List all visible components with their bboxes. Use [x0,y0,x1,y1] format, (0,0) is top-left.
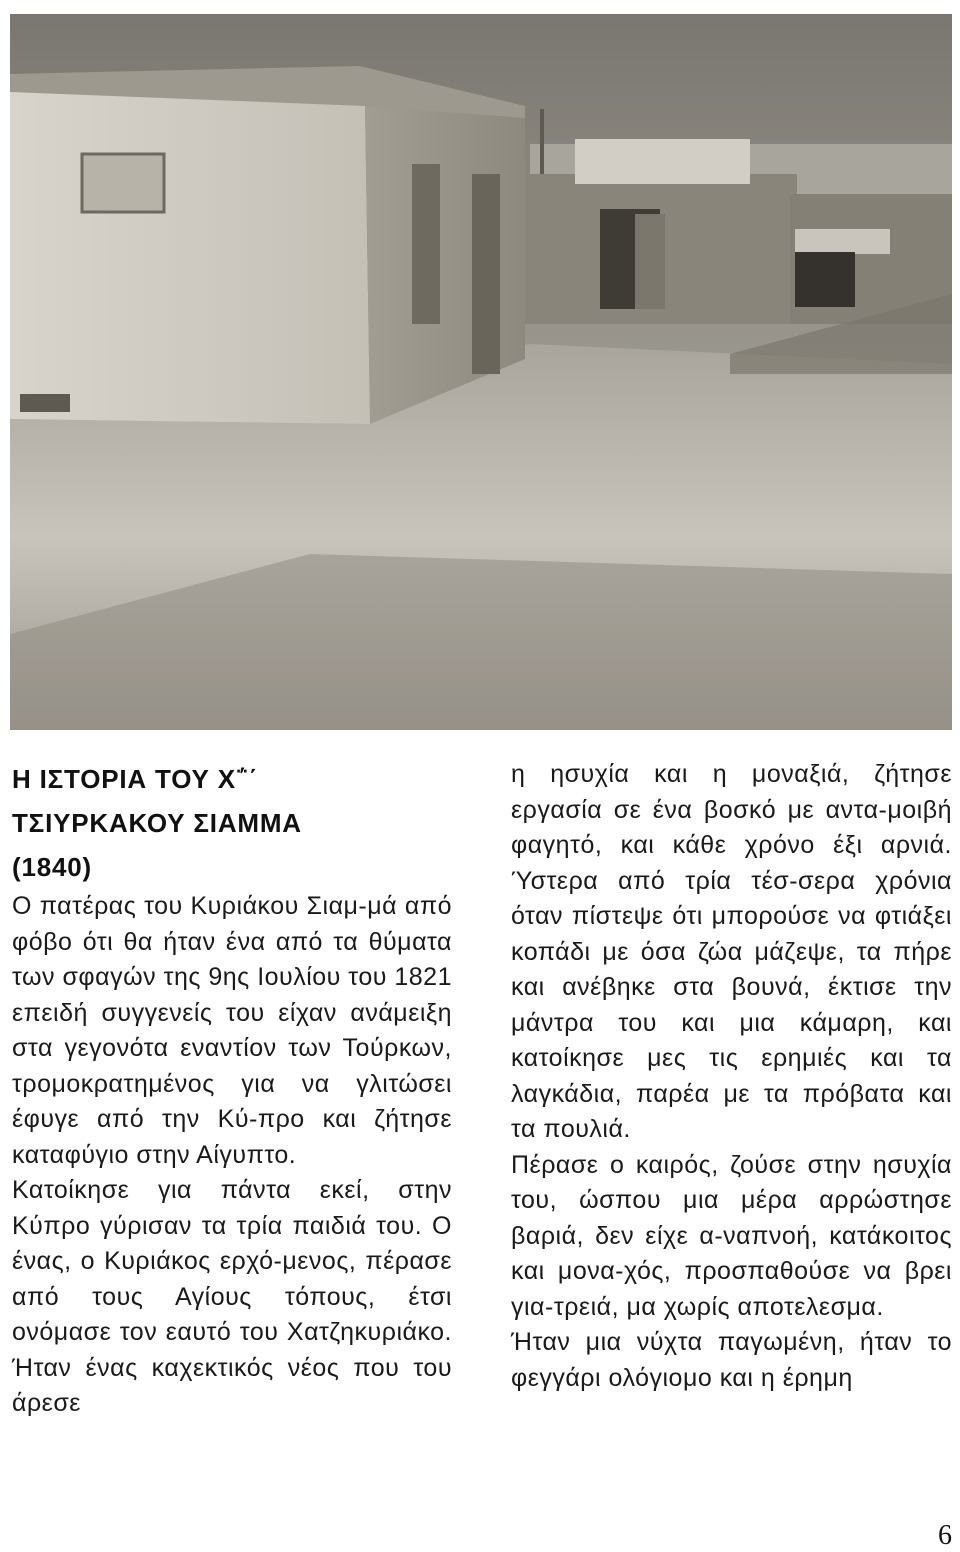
paragraph: Ήταν μια νύχτα παγωμένη, ήταν το φεγγάρι ολόγιομο και η έρημη [511,1328,952,1392]
article-title-line-1: Η ΙΣΤΟΡΙΑ ΤΟΥ Χ΅΄ [12,764,259,794]
paragraph: Ο πατέρας του Κυριάκου Σιαμ-μά από φόβο ότι θα ήταν ένα από τα θύματα των σφαγών της 9ης Ιουλίου του 1821 επειδή συγγενείς του είχαν ανάμειξη στα γεγονότα εναντίον των Τούρκων, τρομοκρατημένος για να γλιτώσει έφυγε από την Κύ-προ και ζήτησε καταφύγιο στην Αίγυπτο. [12,892,452,1169]
paragraph: Πέρασε ο καιρός, ζούσε στην ησυχία του, ώσπου μια μέρα αρρώστησε βαριά, δεν είχε α-ναπνοή, κατάκοιτος και μονα-χός, προσπαθούσε να βρει για-τρειά, μα χωρίς αποτελεσμα. [511,1150,952,1321]
page-number: 6 [938,1520,952,1551]
photograph-icon [10,14,952,730]
paragraph: Κατοίκησε για πάντα εκεί, στην Κύπρο γύρισαν τα τρία παιδιά του. Ο ένας, ο Κυριάκος ερχό-μενος, πέρασε από τους Αγίους τόπους, έτσι ονόμασε τον εαυτό του Χατζηκυριάκο. Ήταν ένας καχεκτικός νέος που του άρεσε [12,1176,452,1417]
article-right-column [511,757,952,1396]
village-houses-photo [10,14,952,730]
article-title-line-2: ΤΣΙΥΡΚΑΚΟΥ ΣΙΑΜΜΑ [12,808,302,838]
paragraph: η ησυχία και η μοναξιά, ζήτησε εργασία σε ένα βοσκό με αντα-μοιβή φαγητό, και κάθε χρόνο έξι αρνιά. Ύστερα από τρία τέσ-σερα χρόνια όταν πίστεψε ότι μπορούσε να φτιάξει κοπάδι με όσα ζώα μάζεψε, τα πήρε και ανέβηκε στα βουνά, έκτισε την μάντρα του και μια κάμαρη, και κατοίκησε μες τις ερημιές και τα λαγκάδια, παρέα με τα πρόβατα και τα πουλιά. [511,760,952,1143]
article-title-line-3: (1840) [12,852,92,882]
article-left-column [12,757,452,1422]
